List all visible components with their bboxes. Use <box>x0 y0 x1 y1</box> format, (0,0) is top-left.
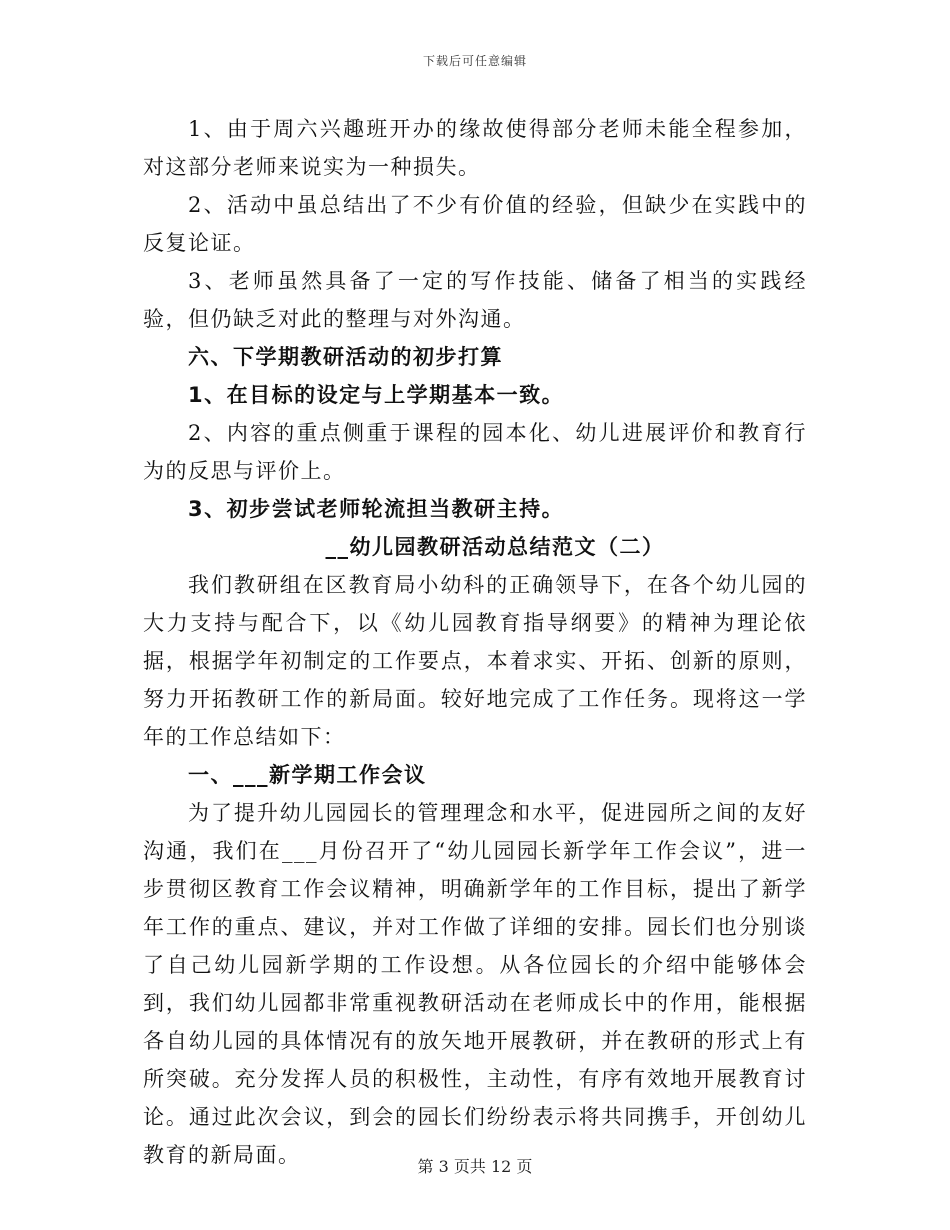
section-heading-1: 一、___新学期工作会议 <box>188 763 427 787</box>
paragraph-issue-1: 1、由于周六兴趣班开办的缘故使得部分老师未能全程参加，对这部分老师来说实为一种损失。 <box>143 117 807 179</box>
paragraph-meeting: 为了提升幼儿园园长的管理理念和水平，促进园所之间的友好沟通，我们在___月份召开了“幼儿园园长新学年工作会议”，进一步贯彻区教育工作会议精神，明确新学年的工作目标，提出了新学年工作的重点、建议，并对工作做了详细的安排。园长们也分别谈了自己幼儿园新学期的工作设想。从各位园长的介绍中能够体会到，我们幼儿园都非常重视教研活动在老师成长中的作用，能根据各自幼儿园的具体情况有的放矢地开展教研，并在教研的形式上有所突破。充分发挥人员的积极性，主动性，有序有效地开展教育讨论。通过此次会议，到会的园长们纷纷表示将共同携手，开创幼儿教育的新局面。 <box>143 801 807 1167</box>
plan-item-3: 3、初步尝试老师轮流担当教研主持。 <box>188 497 565 521</box>
plan-item-2: 2、内容的重点侧重于课程的园本化、幼儿进展评价和教育行为的反思与评价上。 <box>143 421 807 483</box>
page-number: 第 3 页共 12 页 <box>417 1157 533 1176</box>
document-title: __幼儿园教研活动总结范文（二） <box>325 535 665 559</box>
page-header: 下载后可任意编辑 <box>422 54 527 68</box>
document-body <box>143 110 807 1174</box>
plan-item-1: 1、在目标的设定与上学期基本一致。 <box>188 383 565 407</box>
section-heading-6: 六、下学期教研活动的初步打算 <box>188 345 503 369</box>
paragraph-intro: 我们教研组在区教育局小幼科的正确领导下，在各个幼儿园的大力支持与配合下，以《幼儿园教育指导纲要》的精神为理论依据，根据学年初制定的工作要点，本着求实、开拓、创新的原则，努力开拓教研工作的新局面。较好地完成了工作任务。现将这一学年的工作总结如下： <box>143 573 807 749</box>
paragraph-issue-2: 2、活动中虽总结出了不少有价值的经验，但缺少在实践中的反复论证。 <box>143 193 807 255</box>
paragraph-issue-3: 3、老师虽然具备了一定的写作技能、储备了相当的实践经验，但仍缺乏对此的整理与对外沟通。 <box>143 269 807 331</box>
